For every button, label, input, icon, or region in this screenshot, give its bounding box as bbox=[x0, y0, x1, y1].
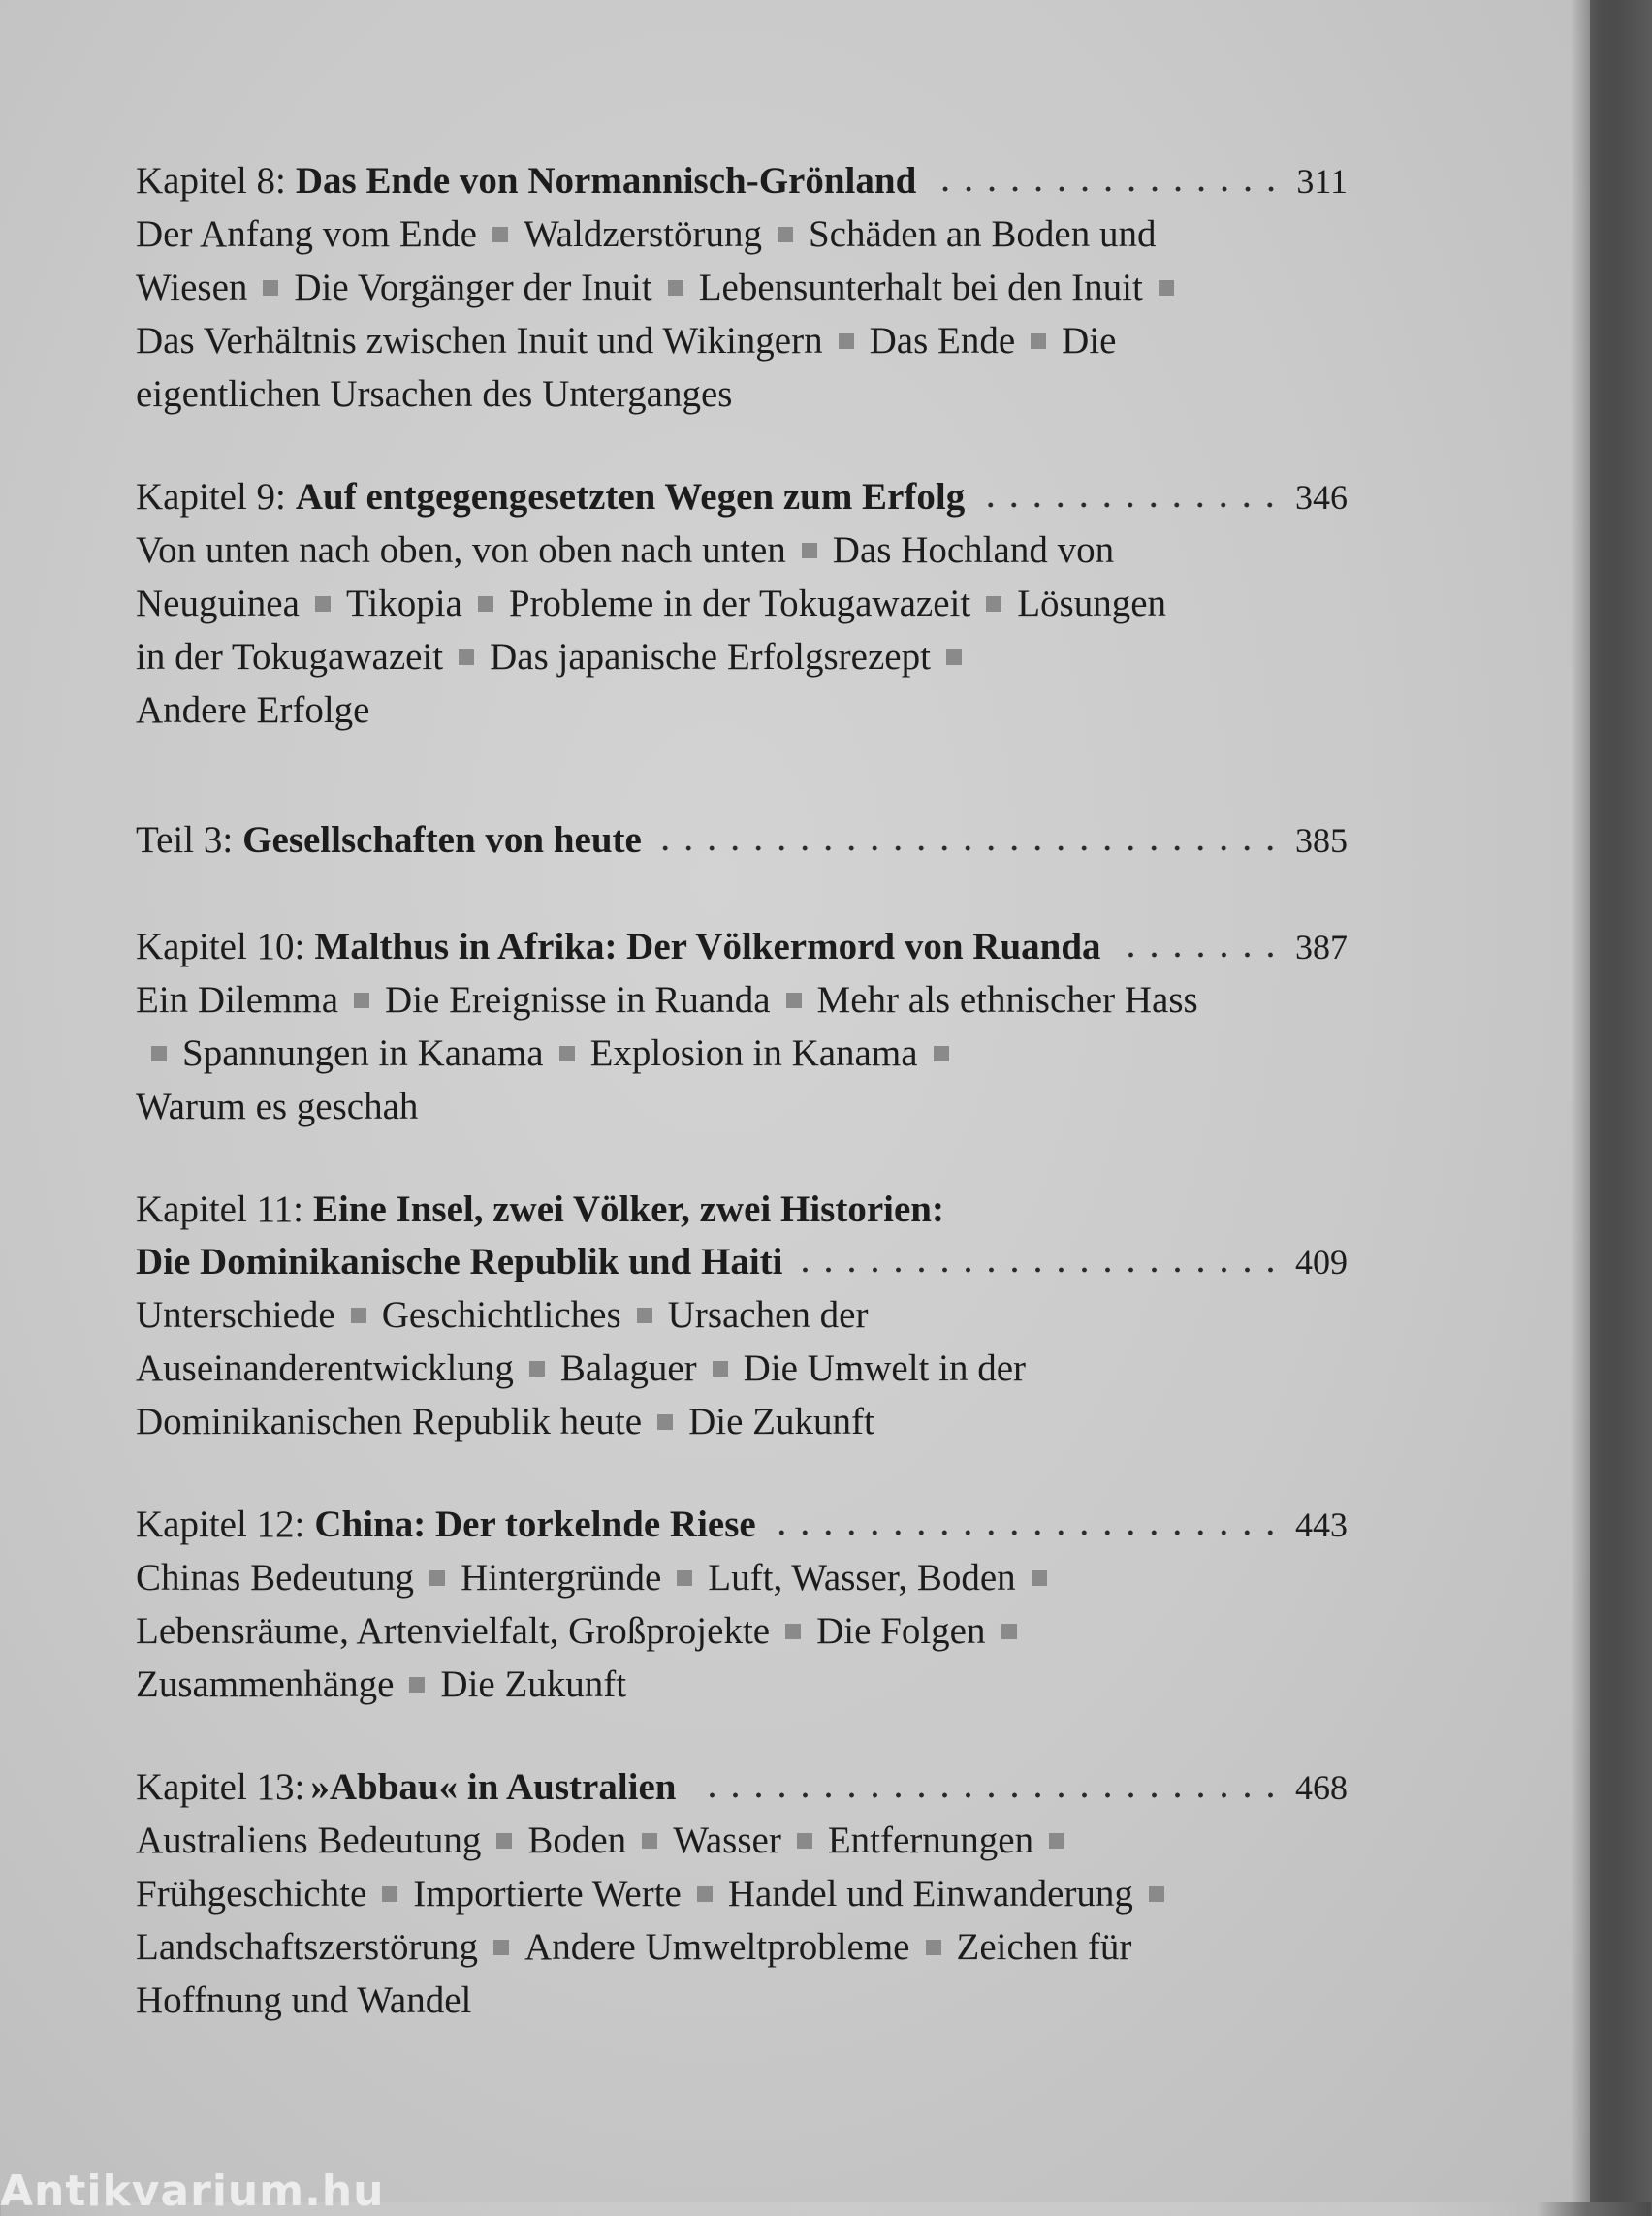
topic-list bbox=[136, 523, 1202, 737]
topic: Boden bbox=[527, 1820, 627, 1861]
square-bullet-icon bbox=[1049, 1833, 1064, 1849]
square-bullet-icon bbox=[351, 1308, 366, 1323]
square-bullet-icon bbox=[637, 1308, 652, 1323]
topic-list bbox=[136, 1814, 1202, 2027]
watermark-text: Antikvarium.hu bbox=[0, 2167, 385, 2216]
toc-heading bbox=[136, 471, 1348, 523]
topic: Der Anfang vom Ende bbox=[136, 213, 477, 255]
square-bullet-icon bbox=[529, 1361, 545, 1377]
square-bullet-icon bbox=[263, 280, 278, 296]
entry-title: China: Der torkelnde Riese bbox=[314, 1504, 756, 1545]
square-bullet-icon bbox=[496, 1833, 512, 1849]
topic: Wasser bbox=[673, 1820, 781, 1861]
topic: Entfernungen bbox=[827, 1820, 1034, 1861]
topic: Mehr als ethnischer Hass bbox=[816, 979, 1198, 1021]
square-bullet-icon bbox=[786, 993, 802, 1008]
page-number: 468 bbox=[1295, 1768, 1348, 1807]
entry-label: Teil 3: bbox=[136, 819, 234, 861]
topic: Tikopia bbox=[345, 583, 462, 624]
toc-heading bbox=[136, 155, 1348, 207]
topic: Die Vorgänger der Inuit bbox=[294, 267, 652, 308]
square-bullet-icon bbox=[1001, 1624, 1017, 1639]
square-bullet-icon bbox=[713, 1361, 728, 1377]
toc-entry-chapter-8 bbox=[136, 155, 1348, 421]
leader-dots bbox=[1119, 951, 1282, 959]
page-number: 385 bbox=[1295, 821, 1348, 860]
topic: Die Folgen bbox=[816, 1610, 986, 1652]
topic: Warum es geschah bbox=[136, 1086, 419, 1127]
square-bullet-icon bbox=[785, 1624, 801, 1639]
topic: Chinas Bedeutung bbox=[136, 1557, 415, 1599]
topic: Landschaftszerstörung bbox=[136, 1926, 479, 1968]
topic: Probleme in der Tokugawazeit bbox=[508, 583, 971, 624]
entry-label: Kapitel 10: bbox=[136, 926, 305, 967]
page-number: 387 bbox=[1295, 928, 1348, 966]
toc-heading bbox=[136, 814, 1348, 867]
topic: Die Ereignisse in Ruanda bbox=[385, 979, 771, 1021]
square-bullet-icon bbox=[657, 1414, 673, 1430]
topic: Lebensräume, Artenvielfalt, Großprojekte bbox=[136, 1610, 771, 1652]
square-bullet-icon bbox=[409, 1677, 425, 1693]
toc-heading bbox=[136, 1761, 1348, 1814]
topic: Waldzerstörung bbox=[524, 213, 762, 255]
entry-title: Gesellschaften von heute bbox=[242, 819, 642, 861]
toc-entry-chapter-13 bbox=[136, 1761, 1348, 2027]
square-bullet-icon bbox=[778, 227, 793, 242]
topic: Lebensunterhalt bei den Inuit bbox=[698, 267, 1143, 308]
leader-dots bbox=[659, 844, 1282, 852]
topic: Importierte Werte bbox=[413, 1873, 682, 1915]
square-bullet-icon bbox=[797, 1833, 812, 1849]
square-bullet-icon bbox=[1149, 1886, 1164, 1902]
topic: Balaguer bbox=[559, 1347, 697, 1389]
topic: Die eigentlichen Ursachen des Unterganges bbox=[136, 320, 1117, 415]
square-bullet-icon bbox=[668, 280, 683, 296]
topic-list bbox=[136, 973, 1202, 1133]
topic: Die Zukunft bbox=[688, 1401, 874, 1442]
topic: Australiens Bedeutung bbox=[136, 1820, 482, 1861]
toc-heading bbox=[136, 1499, 1348, 1551]
table-of-contents bbox=[136, 155, 1348, 2077]
square-bullet-icon bbox=[478, 596, 493, 612]
square-bullet-icon bbox=[559, 1046, 575, 1061]
topic: Die Umwelt in der Dominikanischen Republik heute bbox=[136, 1347, 1026, 1442]
topic: Lösungen in der Tokugawazeit bbox=[136, 583, 1167, 678]
topic: Andere Umweltprobleme bbox=[524, 1926, 910, 1968]
entry-label: Kapitel 13: bbox=[136, 1766, 305, 1808]
square-bullet-icon bbox=[697, 1886, 713, 1902]
entry-label: Kapitel 9: bbox=[136, 476, 286, 518]
topic: Das japanische Erfolgsrezept bbox=[490, 636, 931, 678]
page-number: 346 bbox=[1295, 478, 1348, 517]
topic: Luft, Wasser, Boden bbox=[708, 1557, 1016, 1599]
toc-heading-continued bbox=[136, 1236, 1348, 1288]
toc-entry-chapter-11 bbox=[136, 1184, 1348, 1448]
topic: Explosion in Kanama bbox=[589, 1032, 918, 1074]
square-bullet-icon bbox=[459, 649, 474, 665]
square-bullet-icon bbox=[1032, 1570, 1047, 1586]
toc-heading bbox=[136, 921, 1348, 973]
page-number: 443 bbox=[1295, 1505, 1348, 1544]
book-spine-shadow bbox=[1571, 0, 1652, 2202]
topic: Hintergründe bbox=[461, 1557, 662, 1599]
leader-dots bbox=[982, 501, 1282, 509]
topic: Ein Dilemma bbox=[136, 979, 339, 1021]
toc-entry-chapter-12 bbox=[136, 1499, 1348, 1711]
entry-label: Kapitel 12: bbox=[136, 1504, 305, 1545]
topic: Die Zukunft bbox=[440, 1663, 627, 1705]
entry-label: Kapitel 11: bbox=[136, 1188, 303, 1230]
square-bullet-icon bbox=[354, 993, 369, 1008]
toc-entry-part-3 bbox=[136, 814, 1348, 867]
topic: Frühgeschichte bbox=[136, 1873, 367, 1915]
topic-list bbox=[136, 1288, 1202, 1448]
square-bullet-icon bbox=[926, 1940, 941, 1955]
topic: Handel und Einwanderung bbox=[727, 1873, 1133, 1915]
square-bullet-icon bbox=[934, 1046, 949, 1061]
topic: Spannungen in Kanama bbox=[182, 1032, 544, 1074]
square-bullet-icon bbox=[315, 596, 331, 612]
toc-entry-chapter-10 bbox=[136, 921, 1348, 1133]
topic: Zusammenhänge bbox=[136, 1663, 395, 1705]
entry-title: Auf entgegengesetzten Wegen zum Erfolg bbox=[295, 476, 966, 518]
topic-list bbox=[136, 207, 1202, 421]
topic: Von unten nach oben, von oben nach unten bbox=[136, 529, 786, 571]
square-bullet-icon bbox=[839, 333, 854, 349]
page-number: 409 bbox=[1295, 1243, 1348, 1282]
topic: Schäden an Boden und Wiesen bbox=[136, 213, 1157, 308]
topic: Geschichtliches bbox=[381, 1294, 621, 1336]
square-bullet-icon bbox=[642, 1833, 657, 1849]
square-bullet-icon bbox=[1159, 280, 1174, 296]
entry-title: Das Ende von Normannisch-Grönland bbox=[295, 160, 917, 202]
square-bullet-icon bbox=[492, 227, 508, 242]
topic-list bbox=[136, 1551, 1202, 1711]
topic: Das Hochland von Neuguinea bbox=[136, 529, 1115, 624]
square-bullet-icon bbox=[493, 1940, 509, 1955]
toc-heading bbox=[136, 1184, 1348, 1236]
topic: Das Ende bbox=[869, 320, 1016, 362]
entry-title: Malthus in Afrika: Der Völkermord von Ruanda bbox=[314, 926, 1101, 967]
square-bullet-icon bbox=[429, 1570, 445, 1586]
entry-title-line-2: Die Dominikanische Republik und Haiti bbox=[136, 1241, 783, 1282]
topic: Ursachen der Auseinanderentwicklung bbox=[136, 1294, 869, 1389]
topic: Andere Erfolge bbox=[136, 689, 370, 731]
square-bullet-icon bbox=[151, 1046, 167, 1061]
square-bullet-icon bbox=[946, 649, 962, 665]
entry-label: Kapitel 8: bbox=[136, 160, 286, 202]
entry-title: »Abbau« in Australien bbox=[310, 1766, 677, 1808]
square-bullet-icon bbox=[382, 1886, 397, 1902]
square-bullet-icon bbox=[802, 543, 817, 558]
topic: Zeichen für Hoffnung und Wandel bbox=[136, 1926, 1132, 2021]
topic: Unterschiede bbox=[136, 1294, 335, 1336]
entry-title: Eine Insel, zwei Völker, zwei Historien: bbox=[312, 1188, 944, 1230]
leader-dots bbox=[694, 1791, 1283, 1799]
square-bullet-icon bbox=[1031, 333, 1046, 349]
page-number: 311 bbox=[1296, 162, 1348, 201]
square-bullet-icon bbox=[986, 596, 1001, 612]
leader-dots bbox=[774, 1529, 1282, 1536]
leader-dots bbox=[801, 1266, 1283, 1274]
topic: Das Verhältnis zwischen Inuit und Wikingern bbox=[136, 320, 823, 362]
toc-entry-chapter-9 bbox=[136, 471, 1348, 737]
square-bullet-icon bbox=[677, 1570, 692, 1586]
leader-dots bbox=[934, 185, 1283, 193]
